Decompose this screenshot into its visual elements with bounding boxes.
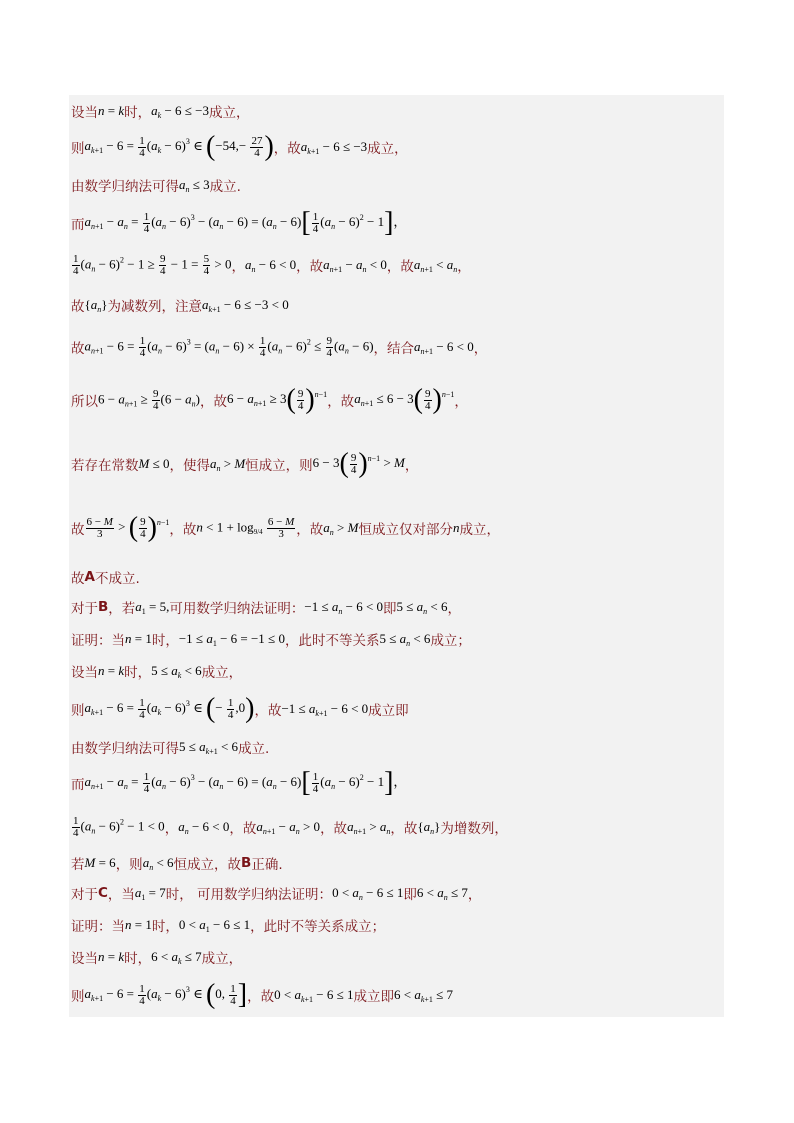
math: $a_n - 6 < 0$ <box>178 818 230 836</box>
math: $a_n > M$ <box>323 519 359 537</box>
math: $a_{k+1} - 6$ = $\frac{1}{4}$ $(a_k - 6)^3$ ∈ (0, $\frac{1}{4}$ ] <box>84 979 248 1010</box>
math: $a_k - 6 \le -3$ <box>151 102 209 120</box>
math: $a_1 = 7$ <box>134 884 166 902</box>
math: $\frac{1}{4}$ $(a_n - 6)^2 - 1 < 0$ <box>73 814 165 839</box>
math: $a_{n+1} - a_n$ = $\frac{1}{4}$ $(a_n - 6)^3 - (a_n - 6) = (a_n - 6)$[ $\frac{1}{4}$ $(a_n - 6)^2 - 1$]， <box>84 207 407 238</box>
line-23: 则 $a_{k+1} - 6$ = $\frac{1}{4}$ $(a_k - 6)^3$ ∈ (0, $\frac{1}{4}$ ] ，故 $0 < a_{k+1} - 6 \le 1$ 成立即 $6 < a_{k+1} \le 7$ <box>71 979 454 1010</box>
math: $-1 \le a_{k+1} - 6 < 0$ <box>281 700 369 718</box>
math: $5 \le a_{k+1} < 6$ <box>179 738 239 756</box>
math: n = k <box>98 103 125 118</box>
math: $a_{k+1} - 6$ = $\frac{1}{4}$ $(a_k - 6)^3$ ∈ (−54,− $\frac{27}{4}$ ) <box>84 131 274 162</box>
math: $a_{k+1} - 6$ = $\frac{1}{4}$ $(a_k - 6)^3$ ∈ (− $\frac{1}{4}$ ,0) <box>84 693 255 724</box>
math: $5 \le a_n < 6$ <box>379 630 431 648</box>
math: $6 - a_{n+1}$ ≥ $\frac{9}{4}$ $(6 - a_n)$ <box>98 387 201 412</box>
math: $n < 1 + \log_{9/4}$ $\frac{6 - M}{3}$ <box>196 515 295 540</box>
math: $0 < a_n - 6 \le 1$ <box>332 884 404 902</box>
line-12: 对于 B ，若 $a_1 = 5$, 可用数学归纳法证明： $-1 \le a_n - 6 < 0$ 即 $5 \le a_n < 6$ ， <box>71 598 462 617</box>
line-9: 若存在常数 M ≤ 0 ，使得 $a_n > M$ 恒成立，则 6 − 3( $\frac{9}{4}$ )$^{n-1}$ > M ， <box>71 448 419 479</box>
math: $-1 \le a_n - 6 < 0$ <box>304 598 384 616</box>
math: $-1 \le a_1 - 6 = -1 \le 0$ <box>178 630 285 648</box>
line-21: 证明：当 n = 1 时， $0 < a_1 - 6 \le 1$ ，此时不等关系成立； <box>71 916 386 935</box>
line-7: 故 $a_{n+1} - 6$ = $\frac{1}{4}$ $(a_n - 6)^3 = (a_n - 6)$ × $\frac{1}{4}$ $(a_n - 6)^2$ ≤ $\frac{9}{4}$ $(a_n - 6)$ ，结合 $a_{n+1} - 6 < 0$ ， <box>71 334 488 359</box>
line-6: 故 $\{a_n\}$ 为减数列，注意 $a_{k+1} - 6 \le -3 < 0$ <box>71 296 289 315</box>
math: $0 < a_1 - 6 \le 1$ <box>178 916 251 934</box>
math: $\{a_n\}$ <box>417 818 441 836</box>
math: $a_n \le 3$ <box>179 176 210 194</box>
math: $a_{k+1} - 6 \le -3$ <box>300 138 368 156</box>
line-11: 故 A 不成立. <box>71 569 140 587</box>
math: $a_{n+1} - 6$ = $\frac{1}{4}$ $(a_n - 6)^3 = (a_n - 6)$ × $\frac{1}{4}$ $(a_n - 6)^2$ ≤ $\frac{9}{4}$ $(a_n - 6)$ <box>84 334 374 359</box>
math: n = k <box>98 949 125 964</box>
math: n = k <box>98 663 125 678</box>
math: $a_1 = 5$, <box>135 598 170 616</box>
math: $a_{k+1} - 6 \le -3 < 0$ <box>202 296 289 314</box>
math: $a_n < 6$ <box>142 854 174 872</box>
math: n = 1 <box>125 917 152 932</box>
math: $0 < a_{k+1} - 6 \le 1$ <box>274 986 354 1004</box>
math: $\frac{6 - M}{3}$ > ( $\frac{9}{4}$ )$^{n-1}$ <box>86 512 170 543</box>
math: n <box>452 520 460 535</box>
math: $6 - a_{n+1} \ge 3$( $\frac{9}{4}$ )$^{n-1}$ <box>227 384 328 415</box>
math: $a_{n+1} - a_n < 0$ <box>323 256 387 274</box>
math: $a_{n+1} - a_n$ = $\frac{1}{4}$ $(a_n - 6)^3 - (a_n - 6) = (a_n - 6)$[ $\frac{1}{4}$ $(a_n - 6)^2 - 1$]， <box>84 767 407 798</box>
math: $\{a_n\}$ <box>84 296 108 314</box>
math: $a_{n+1} - a_n > 0$ <box>256 818 321 836</box>
math: M = 6 <box>84 855 116 870</box>
math: $a_{n+1} < a_n$ <box>413 256 458 274</box>
math: $6 < a_{k+1} \le 7$ <box>394 986 454 1004</box>
math: $a_n > M$ <box>209 455 246 473</box>
line-10: 故 $\frac{6 - M}{3}$ > ( $\frac{9}{4}$ )$^{n-1}$ ，故 $n < 1 + \log_{9/4}$ $\frac{6 - M}{3}$ ，故 $a_n > M$ 恒成立仅对部分 n 成立， <box>71 512 500 543</box>
line-14: 设当 n = k 时， $5 \le a_k < 6$ 成立， <box>71 662 243 681</box>
math: $5 \le a_n < 6$ <box>396 598 448 616</box>
line-20: 对于 C ，当 $a_1 = 7$ 时， 可用数学归纳法证明： $0 < a_n - 6 \le 1$ 即 $6 < a_n \le 7$ ， <box>71 884 482 903</box>
math: $\frac{1}{4}$ $(a_n - 6)^2 - 1$ ≥ $\frac{9}{4}$ − 1 = $\frac{5}{4}$ > 0 <box>73 252 232 277</box>
math: $a_{n+1} \le 6 - 3$( $\frac{9}{4}$ )$^{n-1}$ <box>354 384 455 415</box>
math: $a_n - 6 < 0$ <box>245 256 297 274</box>
line-13: 证明：当 n = 1 时， $-1 \le a_1 - 6 = -1 \le 0$ ，此时不等关系 $5 \le a_n < 6$ 成立； <box>71 630 471 649</box>
math: $a_{n+1} > a_n$ <box>347 818 391 836</box>
line-1: 设当 n = k 时， $a_k - 6 \le -3$ 成立， <box>71 102 250 121</box>
line-17: 而 $a_{n+1} - a_n$ = $\frac{1}{4}$ $(a_n - 6)^3 - (a_n - 6) = (a_n - 6)$[ $\frac{1}{4}$ $(a_n - 6)^2 - 1$]， <box>71 767 407 798</box>
line-18: $\frac{1}{4}$ $(a_n - 6)^2 - 1 < 0$ ， $a_n - 6 < 0$ ，故 $a_{n+1} - a_n > 0$ ，故 $a_{n+1} > a_n$ ，故 $\{a_n\}$ 为增数列， <box>73 814 508 839</box>
math: n = 1 <box>125 631 152 646</box>
solution-document <box>69 95 724 1017</box>
math: $5 \le a_k < 6$ <box>151 662 202 680</box>
line-16: 由数学归纳法可得 $5 \le a_{k+1} < 6$ 成立. <box>71 738 270 757</box>
line-22: 设当 n = k 时， $6 < a_k \le 7$ 成立， <box>71 948 243 967</box>
line-3: 由数学归纳法可得 $a_n \le 3$ 成立. <box>71 176 241 195</box>
math: M ≤ 0 <box>138 456 170 471</box>
line-19: 若 M = 6 ，则 $a_n < 6$ 恒成立，故 B 正确. <box>71 854 283 873</box>
math: $6 < a_n \le 7$ <box>416 884 468 902</box>
math: 6 − 3( $\frac{9}{4}$ )$^{n-1}$ > M <box>312 448 405 479</box>
line-2: 则 $a_{k+1} - 6$ = $\frac{1}{4}$ $(a_k - 6)^3$ ∈ (−54,− $\frac{27}{4}$ ) ，故 $a_{k+1} - 6 \le -3$ 成立， <box>71 131 408 162</box>
math: $6 < a_k \le 7$ <box>151 948 202 966</box>
line-8: 所以 $6 - a_{n+1}$ ≥ $\frac{9}{4}$ $(6 - a_n)$ ，故 $6 - a_{n+1} \ge 3$( $\frac{9}{4}$ )$^{n-1}$ ，故 $a_{n+1} \le 6 - 3$( $\frac{9}{4}$ )$^{n-1}$ ， <box>71 384 468 415</box>
math: $a_{n+1} - 6 < 0$ <box>414 338 474 356</box>
line-4: 而 $a_{n+1} - a_n$ = $\frac{1}{4}$ $(a_n - 6)^3 - (a_n - 6) = (a_n - 6)$[ $\frac{1}{4}$ $(a_n - 6)^2 - 1$]， <box>71 207 407 238</box>
line-5: $\frac{1}{4}$ $(a_n - 6)^2 - 1$ ≥ $\frac{9}{4}$ − 1 = $\frac{5}{4}$ > 0 ， $a_n - 6 < 0$ ，故 $a_{n+1} - a_n < 0$ ，故 $a_{n+1} < a_n$ ， <box>73 252 471 277</box>
line-15: 则 $a_{k+1} - 6$ = $\frac{1}{4}$ $(a_k - 6)^3$ ∈ (− $\frac{1}{4}$ ,0) ，故 $-1 \le a_{k+1} - 6 < 0$ 成立即 <box>71 693 409 724</box>
